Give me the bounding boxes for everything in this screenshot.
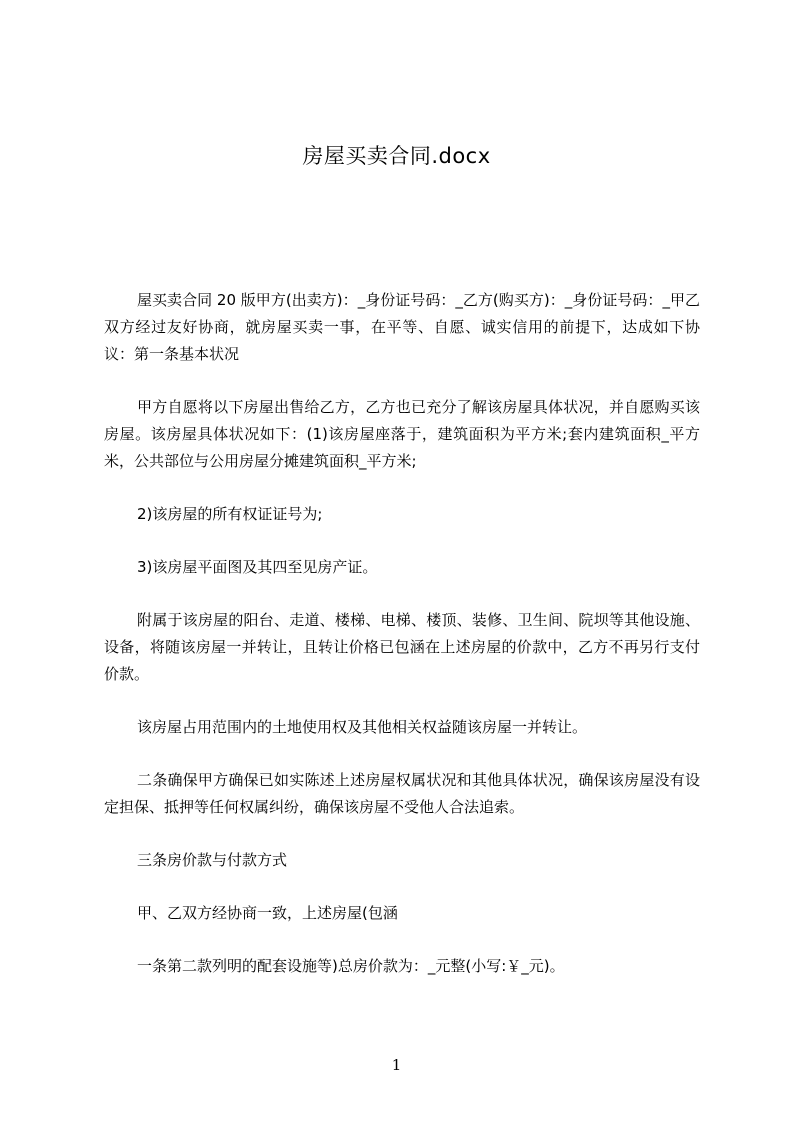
paragraph-2: 甲方自愿将以下房屋出售给乙方，乙方也已充分了解该房屋具体状况，并自愿购买该房屋。该房屋具体状况如下：(1)该房屋座落于，建筑面积为平方米;套内建筑面积_平方米，公共部位与公用房屋分摊建筑面积_平方米; (104, 398, 700, 470)
document-title: 房屋买卖合同.docx (302, 144, 491, 168)
paragraph-3: 2)该房屋的所有权证证号为; (137, 505, 323, 523)
document-body (104, 287, 700, 1006)
paragraph-9: 甲、乙双方经协商一致，上述房屋(包涵 (137, 904, 398, 922)
paragraph-6: 该房屋占用范围内的土地使用权及其他相关权益随该房屋一并转让。 (137, 718, 588, 736)
paragraph-5: 附属于该房屋的阳台、走道、楼梯、电梯、楼顶、装修、卫生间、院坝等其他设施、设备，将随该房屋一并转让，且转让价格已包涵在上述房屋的价款中，乙方不再另行支付价款。 (104, 611, 700, 683)
paragraph-7: 二条确保甲方确保已如实陈述上述房屋权属状况和其他具体状况，确保该房屋没有设定担保、抵押等任何权属纠纷，确保该房屋不受他人合法追索。 (104, 771, 700, 816)
paragraph-10: 一条第二款列明的配套设施等)总房价款为：_元整(小写:￥_元)。 (137, 957, 565, 975)
paragraph-4: 3)该房屋平面图及其四至见房产证。 (137, 558, 378, 576)
paragraph-1: 屋买卖合同 20 版甲方(出卖方)：_身份证号码：_乙方(购买方)：_身份证号码：_甲乙双方经过友好协商，就房屋买卖一事，在平等、自愿、诚实信用的前提下，达成如下协议：第一条基本状况 (104, 291, 700, 363)
page-number: 1 (391, 1056, 402, 1074)
paragraph-8: 三条房价款与付款方式 (137, 851, 288, 869)
